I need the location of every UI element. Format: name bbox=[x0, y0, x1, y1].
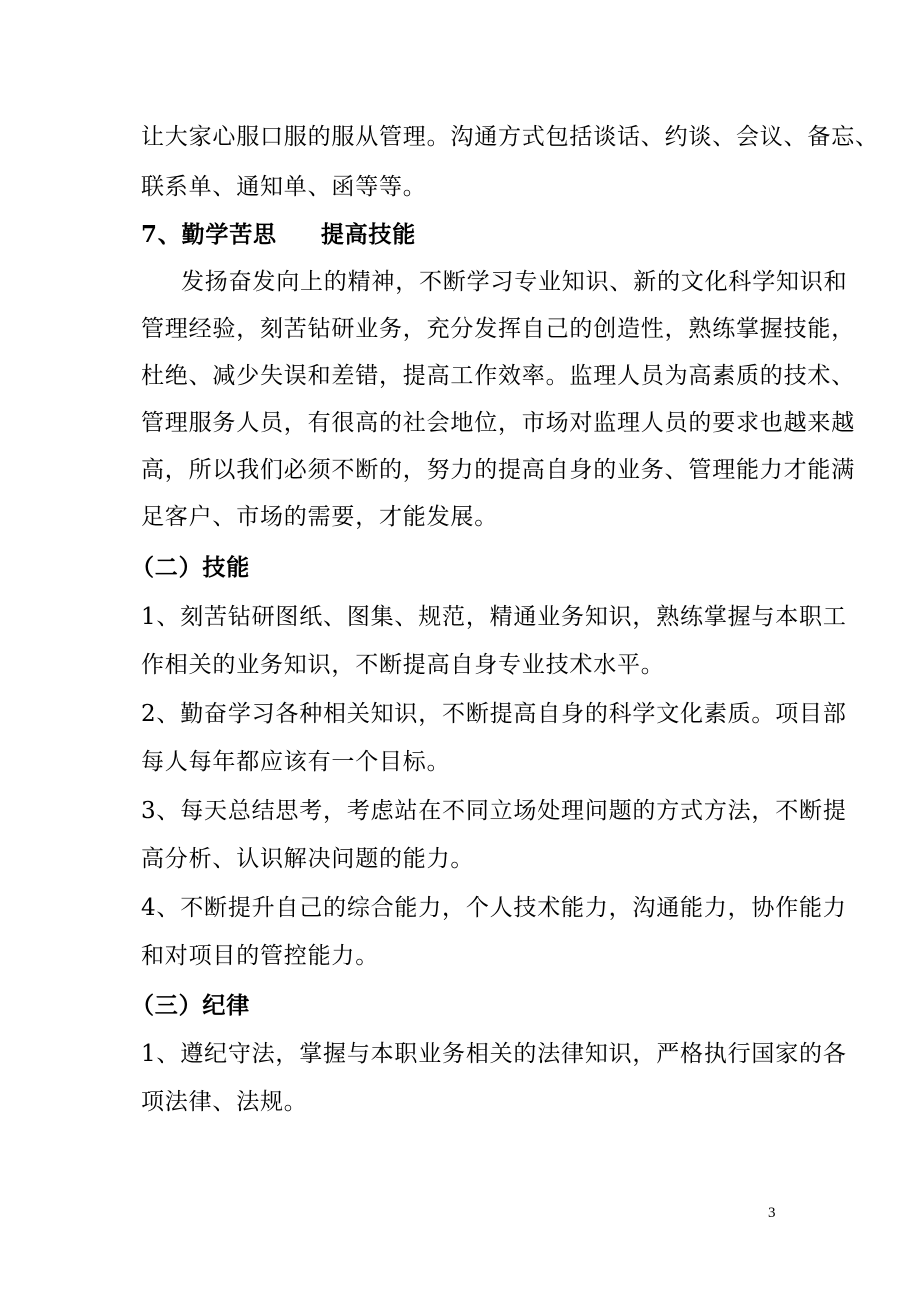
skills-item-line: 高分析、认识解决问题的能力。 bbox=[141, 846, 475, 872]
paragraph-line: 足客户、市场的需要，才能发展。 bbox=[141, 504, 498, 530]
discipline-item-line: 1、遵纪守法，掌握与本职业务相关的法律知识，严格执行国家的各 bbox=[141, 1041, 847, 1067]
skills-item-line: 1、刻苦钻研图纸、图集、规范，精通业务知识，熟练掌握与本职工 bbox=[141, 604, 847, 630]
skills-item-line: 和对项目的管控能力。 bbox=[141, 943, 379, 969]
skills-item-line: 作相关的业务知识，不断提高自身专业技术水平。 bbox=[141, 652, 665, 678]
discipline-item-line: 项法律、法规。 bbox=[141, 1089, 308, 1115]
page-number: 3 bbox=[768, 1205, 776, 1221]
skills-item-line: 4、不断提升自己的综合能力，个人技术能力，沟通能力，协作能力 bbox=[141, 895, 847, 921]
section-7-title: 提高技能 bbox=[320, 221, 417, 248]
section-7-number: 7、勤学苦思 bbox=[141, 221, 277, 248]
section-7-heading bbox=[141, 220, 416, 250]
skills-item-line: 每人每年都应该有一个目标。 bbox=[141, 749, 451, 775]
paragraph-line: 发扬奋发向上的精神，不断学习专业知识、新的文化科学知识和 bbox=[181, 269, 848, 295]
body-line: 联系单、通知单、函等等。 bbox=[141, 174, 427, 200]
body-line: 让大家心服口服的服从管理。沟通方式包括谈话、约谈、会议、备忘、 bbox=[141, 124, 879, 150]
discipline-heading: （三）纪律 bbox=[131, 992, 250, 1019]
paragraph-line: 高，所以我们必须不断的，努力的提高自身的业务、管理能力才能满 bbox=[141, 457, 855, 483]
skills-item-line: 3、每天总结思考，考虑站在不同立场处理问题的方式方法，不断提 bbox=[141, 798, 847, 824]
paragraph-line: 管理服务人员，有很高的社会地位，市场对监理人员的要求也越来越 bbox=[141, 410, 855, 436]
paragraph-line: 管理经验，刻苦钻研业务，充分发挥自己的创造性，熟练掌握技能， bbox=[141, 316, 855, 342]
paragraph-line: 杜绝、减少失误和差错，提高工作效率。监理人员为高素质的技术、 bbox=[141, 363, 855, 389]
skills-heading: （二）技能 bbox=[131, 554, 250, 581]
skills-item-line: 2、勤奋学习各种相关知识，不断提高自身的科学文化素质。项目部 bbox=[141, 701, 847, 727]
